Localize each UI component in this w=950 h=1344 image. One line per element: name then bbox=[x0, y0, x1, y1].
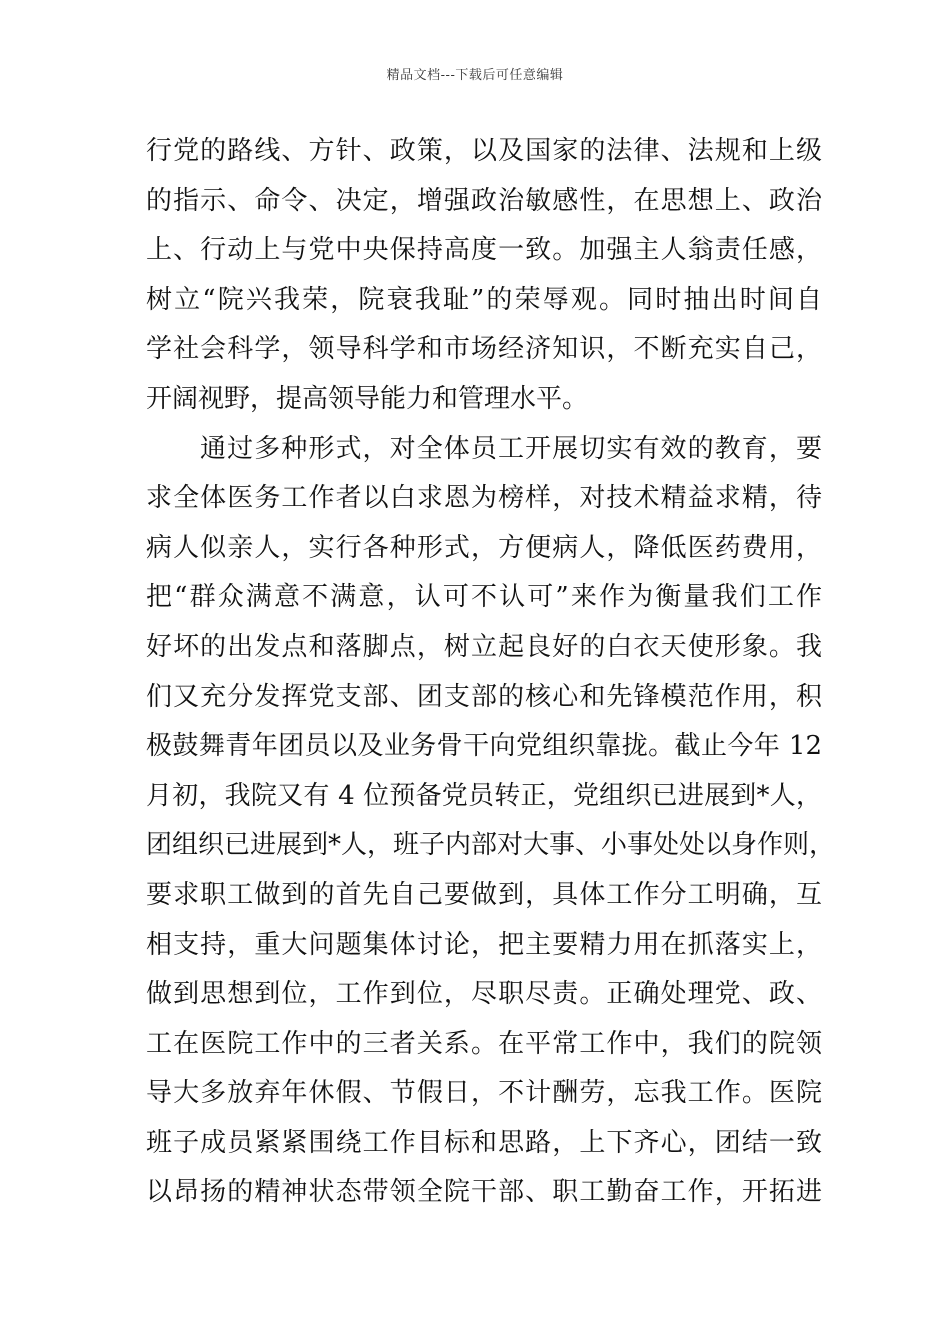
text-line: 团组织已进展到*人，班子内部对大事、小事处处以身作则， bbox=[146, 830, 836, 861]
text-line: 把“群众满意不满意，认可不认可”来作为衡量我们工作 bbox=[146, 582, 822, 613]
text-line: 树立“院兴我荣，院衰我耻”的荣辱观。同时抽出时间自 bbox=[146, 284, 822, 315]
text-line: 求全体医务工作者以白求恩为榜样，对技术精益求精，待 bbox=[146, 483, 822, 514]
text-line: 行党的路线、方针、政策，以及国家的法律、法规和上级 bbox=[146, 136, 822, 166]
document-body bbox=[146, 127, 836, 1218]
text-line: 以昂扬的精神状态带领全院干部、职工勤奋工作，开拓进 bbox=[146, 1177, 822, 1208]
paragraph-1 bbox=[146, 127, 822, 425]
page-header: 精品文档---下载后可任意编辑 bbox=[386, 68, 564, 83]
text-line: 开阔视野，提高领导能力和管理水平。 bbox=[146, 383, 589, 414]
text-line: 工在医院工作中的三者关系。在平常工作中，我们的院领 bbox=[146, 1028, 822, 1059]
text-line: 通过多种形式，对全体员工开展切实有效的教育，要 bbox=[200, 433, 822, 464]
text-line: 要求职工做到的首先自己要做到，具体工作分工明确，互 bbox=[146, 879, 822, 910]
paragraph-2 bbox=[146, 425, 836, 1219]
text-line: 们又充分发挥党支部、团支部的核心和先锋模范作用，积 bbox=[146, 681, 822, 712]
text-line: 相支持，重大问题集体讨论，把主要精力用在抓落实上， bbox=[146, 929, 822, 960]
text-line: 导大多放弃年休假、节假日，不计酬劳，忘我工作。医院 bbox=[146, 1078, 822, 1109]
text-line: 病人似亲人，实行各种形式，方便病人，降低医药费用， bbox=[146, 532, 822, 563]
text-line: 做到思想到位，工作到位，尽职尽责。正确处理党、政、 bbox=[146, 979, 822, 1010]
text-line: 上、行动上与党中央保持高度一致。加强主人翁责任感， bbox=[146, 235, 822, 266]
text-line: 月初，我院又有 4 位预备党员转正，党组织已进展到*人， bbox=[146, 780, 822, 811]
text-line: 学社会科学，领导科学和市场经济知识，不断充实自己， bbox=[146, 334, 822, 365]
text-line: 班子成员紧紧围绕工作目标和思路，上下齐心，团结一致 bbox=[146, 1127, 822, 1158]
text-line: 极鼓舞青年团员以及业务骨干向党组织靠拢。截止今年 12 bbox=[146, 731, 822, 762]
text-line: 好坏的出发点和落脚点，树立起良好的白衣天使形象。我 bbox=[146, 631, 822, 662]
text-line: 的指示、命令、决定，增强政治敏感性，在思想上、政治 bbox=[146, 185, 822, 216]
